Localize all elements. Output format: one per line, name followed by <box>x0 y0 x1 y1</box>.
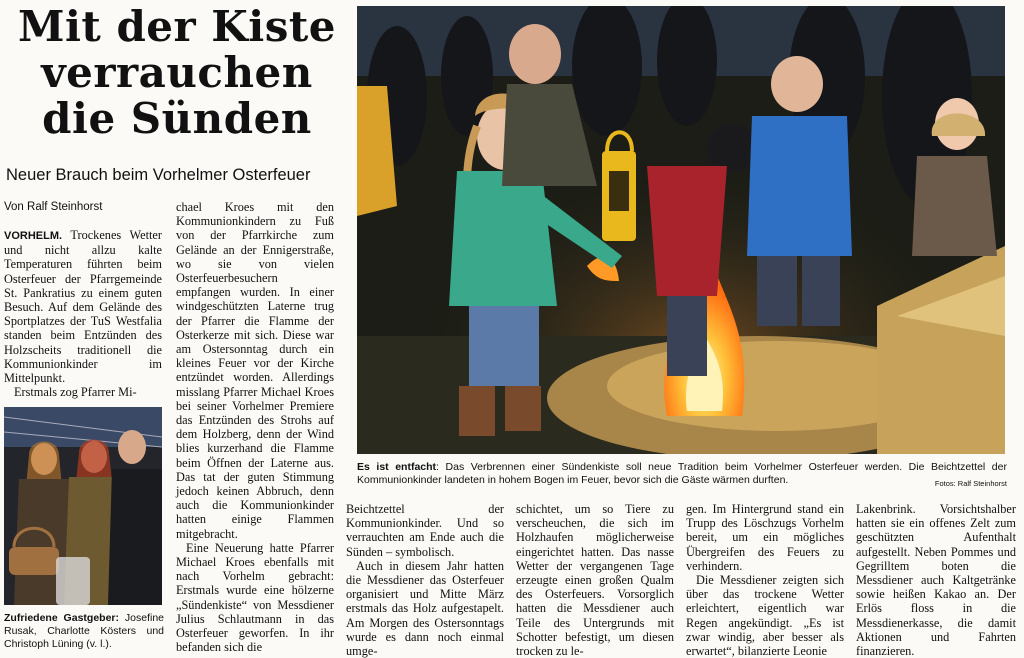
paragraph: Eine Neuerung hatte Pfarrer Michael Kroes ebenfalls mit nach Vorhelm gebracht: Erstmals wurde eine hölzerne „Sündenkiste“ von Messdiener Julius Schlautmann in das Osterfeuer geworfen. In ihr befanden sich die <box>176 540 334 655</box>
dateline: VORHELM. <box>4 230 63 242</box>
subheadline: Neuer Brauch beim Vorhelmer Osterfeuer <box>6 166 311 184</box>
headline-line: Mit der Kiste <box>17 2 337 51</box>
paragraph: gen. Im Hintergrund stand ein Trupp des Löschzugs Vorhelm bereit, um ein mögliches Übergreifen des Feuers zu verhindern. <box>686 502 844 573</box>
main-photo-illustration <box>357 6 1005 454</box>
small-photo-caption <box>4 612 164 651</box>
small-photo-illustration <box>4 407 162 605</box>
article-column-4 <box>516 502 674 658</box>
paragraph: Erstmals zog Pfarrer Mi- <box>14 385 137 400</box>
article-column-5 <box>686 502 844 658</box>
paragraph: chael Kroes mit den Kommunionkindern zu Fuß von der Pfarrkirche zum Gelände an der Ennigerstraße, wo sie von vielen Osterfeuerbesuchern empfangen wurden. In einer windgeschützten Laterne trug der Pfarrer die Flamme der Osterkerze mit sich. Diese war am Ostersonntag durch ein kleines Feuer vor der Kirche entzündet worden. Allerdings misslang Pfarrer Michael Kroes bei seiner Vorhelmer Premiere das Entzünden des Strohs auf dem Holzberg, denn der Wind blies kurzerhand die Flamme beim Öffnen der Laterne aus. Das tat der guten Stimmung jedoch keinen Abbruch, denn auch die Kommunionkinder hatten einige Flammen mitgebracht. <box>176 200 334 541</box>
small-photo <box>4 407 162 605</box>
photo-credit: Fotos: Ralf Steinhorst <box>934 479 1007 488</box>
article-column-6 <box>856 502 1016 658</box>
caption-text: : Das Verbrennen einer Sündenkiste soll neue Tradition beim Vorhelmer Osterfeuer werden. Die Beichtzettel der Kommunionkinder landeten in hohem Bogen im Feuer, bevor sich die Gäste wärmen durften. <box>357 461 1007 486</box>
caption-text: Josefine Rusak, Charlotte Kösters und Christoph Lüning (v. l.). <box>4 612 164 650</box>
headline-line: die Sünden <box>42 94 312 143</box>
paragraph: Die Messdiener zeigten sich über das trockene Wetter erleichtert, eigentlich war Regen angekündigt. „Es ist zwar windig, aber besser als erwartet“, bilanzierte Leonie <box>686 573 844 658</box>
paragraph <box>4 228 162 385</box>
caption-lead: Zufriedene Gastgeber: <box>4 612 119 624</box>
headline <box>6 4 348 142</box>
paragraph-text: Trockenes Wetter und nicht allzu kalte Temperaturen führten beim Osterfeuer der Pfarrgemeinde St. Pankratius zu einem guten Besuch. Auf dem Gelände des Sportplatzes der TuS Westfalia standen beim Entzünden des Holzscheits traditionell die Kommunionkinder im Mittelpunkt. <box>4 228 162 386</box>
article-column-3 <box>346 502 504 658</box>
paragraph: Beichtzettel der Kommunionkinder. Und so verrauchten am Ende auch die Sünden – symbolisch. <box>346 502 504 559</box>
article-column-2 <box>176 200 334 655</box>
article-column-1 <box>4 228 162 399</box>
byline: Von Ralf Steinhorst <box>4 201 103 213</box>
headline-line: verrauchen <box>41 48 313 97</box>
paragraph: Auch in diesem Jahr hatten die Messdiener das Osterfeuer organisiert und Mitte März erstmals das Holz aufgestapelt. Am Morgen des Ostersonntags wurde es dann noch einmal umge- <box>346 558 504 658</box>
paragraph: Lakenbrink. Vorsichtshalber hatten sie ein offenes Zelt zum geschützten Aufenthalt aufgestellt. Neben Pommes und Gegrilltem boten die Messdiener auch Kaltgetränke sowie heißen Kakao an. Der Erlös floss in die Messdienerkasse, die damit Aktionen und Fahrten finanzieren. <box>856 502 1016 658</box>
caption-lead: Es ist entfacht <box>357 461 437 473</box>
main-photo <box>357 6 1005 454</box>
paragraph: schichtet, um so Tiere zu verscheuchen, die sich im Holzhaufen möglicherweise eingerichtet hatten. Das nasse Wetter der vergangenen Tage erzeugte einen großen Qualm des Osterfeuers. Vorsorglich hatten die Messdiener auch Teile des Untergrunds mit Schotter befestigt, um diesen trocken zu le- <box>516 502 674 658</box>
